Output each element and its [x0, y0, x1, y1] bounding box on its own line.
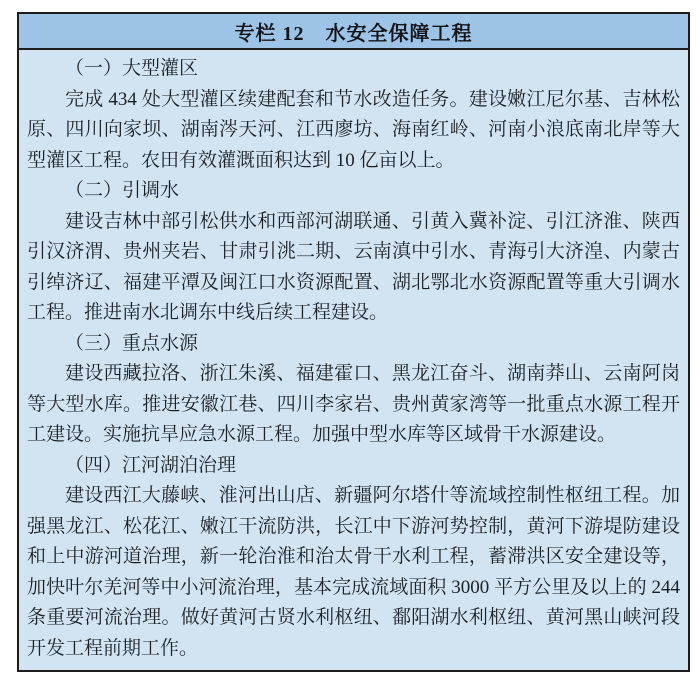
- column-box-body: [19, 50, 688, 670]
- column-box-header: [19, 14, 688, 50]
- column-title: 专栏 12 水安全保障工程: [234, 22, 473, 45]
- section-2-paragraph: 建设吉林中部引松供水和西部河湖联通、引黄入冀补淀、引江济淮、陕西引汉济渭、贵州夹岩、甘肃引洮二期、云南滇中引水、青海引大济湟、内蒙古引绰济辽、福建平潭及闽江口水资源配置、湖北鄂北水资源配置等重大引调水工程。推进南水北调东中线后续工程建设。: [27, 210, 680, 323]
- section-4-paragraph: 建设西江大藤峡、淮河出山店、新疆阿尔塔什等流域控制性枢纽工程。加强黑龙江、松花江、嫩江干流防洪，长江中下游河势控制，黄河下游堤防建设和上中游河道治理，新一轮治淮和治太骨干水利工程，蓄滞洪区安全建设等，加快叶尔羌河等中小河流治理，基本完成流域面积 3000 平方公里及以上的 244 条重要河流治理。做好黄河古贤水利枢纽、鄱阳湖水利枢纽、黄河黑山峡河段开发工程前期工作。: [27, 485, 680, 659]
- column-box: [17, 12, 690, 672]
- section-1-heading: （一）大型灌区: [65, 58, 199, 79]
- section-4-heading: （四）江河湖泊治理: [65, 454, 237, 476]
- section-3-paragraph: 建设西藏拉洛、浙江朱溪、福建霍口、黑龙江奋斗、湖南莽山、云南阿岗等大型水库。推进安徽江巷、四川李家岩、贵州黄家湾等一批重点水源工程开工建设。实施抗旱应急水源工程。加强中型水库等区域骨干水源建设。: [27, 363, 680, 445]
- section-2-heading: （二）引调水: [65, 180, 180, 201]
- section-1-paragraph: 完成 434 处大型灌区续建配套和节水改造任务。建设嫩江尼尔基、吉林松原、四川向家坝、湖南涔天河、江西廖坊、海南红岭、河南小浪底南北岸等大型灌区工程。农田有效灌溉面积达到 10 亿亩以上。: [27, 88, 680, 171]
- section-3-heading: （三）重点水源: [65, 332, 199, 354]
